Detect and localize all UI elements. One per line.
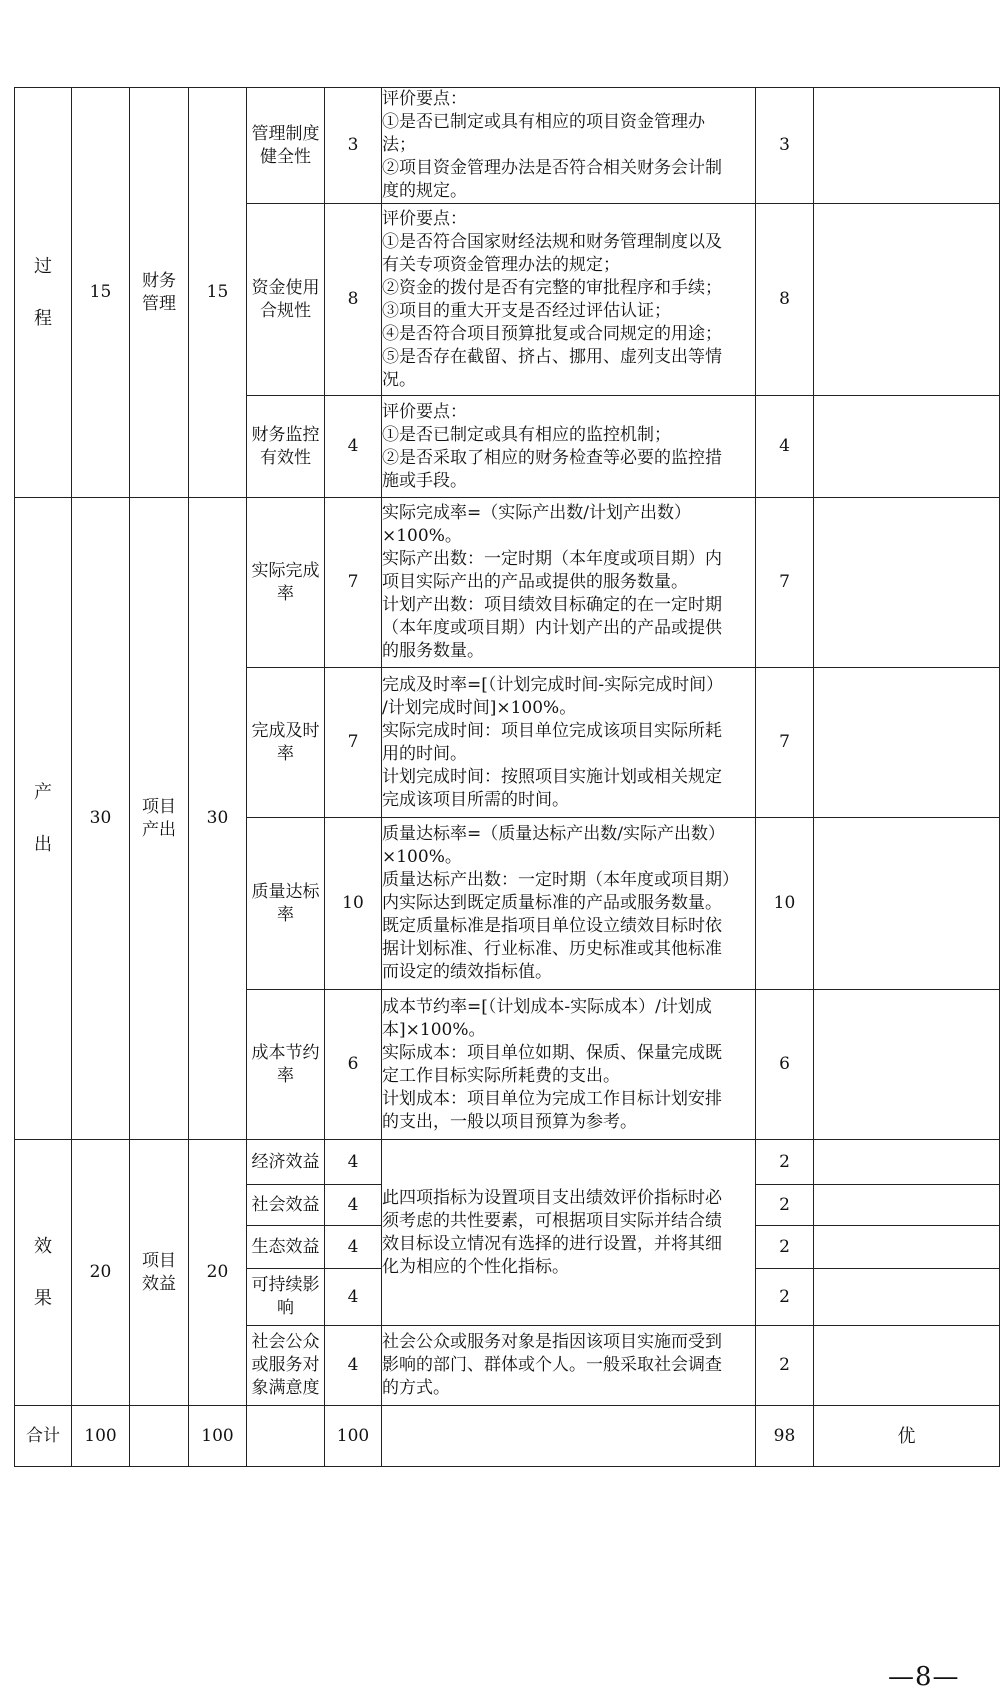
indicator-name: 实际完成率 xyxy=(247,498,325,668)
category-cell: 产出 xyxy=(15,498,72,1140)
grade-cell xyxy=(814,498,1000,668)
indicator-name: 成本节约率 xyxy=(247,990,325,1140)
category-score-cell: 30 xyxy=(72,498,130,1140)
indicator-score: 2 xyxy=(756,1269,814,1326)
indicator-weight: 4 xyxy=(325,1140,382,1185)
indicator-score: 2 xyxy=(756,1140,814,1185)
empty-cell xyxy=(130,1406,189,1467)
indicator-weight: 6 xyxy=(325,990,382,1140)
indicator-description: 完成及时率=[（计划完成时间-实际完成时间） /计划完成时间]×100%。 实际完成时间：项目单位完成该项目实际所耗 用的时间。 计划完成时间：按照项目实施计划或相关规定 完成该项目所需的时间。 xyxy=(382,668,756,818)
grade-cell xyxy=(814,668,1000,818)
table-row xyxy=(15,88,1000,204)
subcategory-cell: 项目效益 xyxy=(130,1140,189,1406)
indicator-name: 资金使用合规性 xyxy=(247,204,325,396)
category-cell: 效果 xyxy=(15,1140,72,1406)
subcategory-cell: 财务管理 xyxy=(130,88,189,498)
indicator-name: 管理制度健全性 xyxy=(247,88,325,204)
indicator-description: 成本节约率=[（计划成本-实际成本）/计划成 本]×100%。 实际成本：项目单位如期、保质、保量完成既 定工作目标实际所耗费的支出。 计划成本：项目单位为完成工作目标计划安排 的支出，一般以项目预算为参考。 xyxy=(382,990,756,1140)
indicator-score: 2 xyxy=(756,1326,814,1406)
page-number: —8— xyxy=(888,1662,960,1692)
grade-cell xyxy=(814,1185,1000,1226)
grade-cell xyxy=(814,818,1000,990)
total-category-score: 100 xyxy=(72,1406,130,1467)
indicator-name: 可持续影响 xyxy=(247,1269,325,1326)
indicator-name: 完成及时率 xyxy=(247,668,325,818)
indicator-weight: 4 xyxy=(325,1269,382,1326)
indicator-score: 3 xyxy=(756,88,814,204)
category-cell: 过程 xyxy=(15,88,72,498)
indicator-weight: 10 xyxy=(325,818,382,990)
subcategory-score-cell: 30 xyxy=(189,498,247,1140)
indicator-score: 6 xyxy=(756,990,814,1140)
empty-cell xyxy=(382,1406,756,1467)
grade-cell xyxy=(814,990,1000,1140)
total-row xyxy=(15,1406,1000,1467)
grade-cell xyxy=(814,1140,1000,1185)
indicator-description: 实际完成率=（实际产出数/计划产出数） ×100%。 实际产出数：一定时期（本年度或项目期）内 项目实际产出的产品或提供的服务数量。 计划产出数：项目绩效目标确定的在一定时期 （本年度或项目期）内计划产出的产品或提供 的服务数量。 xyxy=(382,498,756,668)
indicator-description: 评价要点： ①是否已制定或具有相应的监控机制； ②是否采取了相应的财务检查等必要的监控措 施或手段。 xyxy=(382,396,756,498)
indicator-description: 评价要点： ①是否符合国家财经法规和财务管理制度以及 有关专项资金管理办法的规定； ②资金的拨付是否有完整的审批程序和手续； ③项目的重大开支是否经过评估认证； ④是否符合项目预算批复或合同规定的用途； ⑤是否存在截留、挤占、挪用、虚列支出等情 况。 xyxy=(382,204,756,396)
indicator-score: 10 xyxy=(756,818,814,990)
grade-cell xyxy=(814,1326,1000,1406)
shared-description: 此四项指标为设置项目支出绩效评价指标时必 须考虑的共性要素，可根据项目实际并结合绩 效目标设立情况有选择的进行设置，并将其细 化为相应的个性化指标。 xyxy=(382,1140,756,1326)
grade-cell xyxy=(814,1226,1000,1269)
total-weight: 100 xyxy=(325,1406,382,1467)
indicator-name: 社会效益 xyxy=(247,1185,325,1226)
total-subcategory-score: 100 xyxy=(189,1406,247,1467)
indicator-score: 7 xyxy=(756,668,814,818)
indicator-score: 2 xyxy=(756,1185,814,1226)
indicator-score: 4 xyxy=(756,396,814,498)
indicator-name: 质量达标率 xyxy=(247,818,325,990)
indicator-weight: 7 xyxy=(325,498,382,668)
indicator-weight: 7 xyxy=(325,668,382,818)
indicator-name: 生态效益 xyxy=(247,1226,325,1269)
indicator-score: 2 xyxy=(756,1226,814,1269)
indicator-description: 评价要点： ①是否已制定或具有相应的项目资金管理办 法； ②项目资金管理办法是否符合相关财务会计制 度的规定。 xyxy=(382,88,756,204)
total-grade: 优 xyxy=(814,1406,1000,1467)
indicator-weight: 3 xyxy=(325,88,382,204)
indicator-weight: 4 xyxy=(325,1185,382,1226)
indicator-weight: 8 xyxy=(325,204,382,396)
indicator-weight: 4 xyxy=(325,1226,382,1269)
empty-cell xyxy=(247,1406,325,1467)
indicator-name: 财务监控有效性 xyxy=(247,396,325,498)
evaluation-table xyxy=(14,87,1000,1467)
indicator-name: 社会公众或服务对象满意度 xyxy=(247,1326,325,1406)
subcategory-cell: 项目产出 xyxy=(130,498,189,1140)
total-score: 98 xyxy=(756,1406,814,1467)
grade-cell xyxy=(814,88,1000,204)
total-label: 合计 xyxy=(15,1406,72,1467)
indicator-score: 8 xyxy=(756,204,814,396)
table-row xyxy=(15,1140,1000,1185)
grade-cell xyxy=(814,396,1000,498)
grade-cell xyxy=(814,204,1000,396)
indicator-name: 经济效益 xyxy=(247,1140,325,1185)
grade-cell xyxy=(814,1269,1000,1326)
subcategory-score-cell: 20 xyxy=(189,1140,247,1406)
indicator-description: 社会公众或服务对象是指因该项目实施而受到 影响的部门、群体或个人。一般采取社会调查 的方式。 xyxy=(382,1326,756,1406)
indicator-weight: 4 xyxy=(325,1326,382,1406)
subcategory-score-cell: 15 xyxy=(189,88,247,498)
table-row xyxy=(15,498,1000,668)
category-score-cell: 20 xyxy=(72,1140,130,1406)
indicator-weight: 4 xyxy=(325,396,382,498)
indicator-score: 7 xyxy=(756,498,814,668)
indicator-description: 质量达标率=（质量达标产出数/实际产出数） ×100%。 质量达标产出数：一定时期（本年度或项目期） 内实际达到既定质量标准的产品或服务数量。 既定质量标准是指项目单位设立绩效目标时依 据计划标准、行业标准、历史标准或其他标准 而设定的绩效指标值。 xyxy=(382,818,756,990)
category-score-cell: 15 xyxy=(72,88,130,498)
